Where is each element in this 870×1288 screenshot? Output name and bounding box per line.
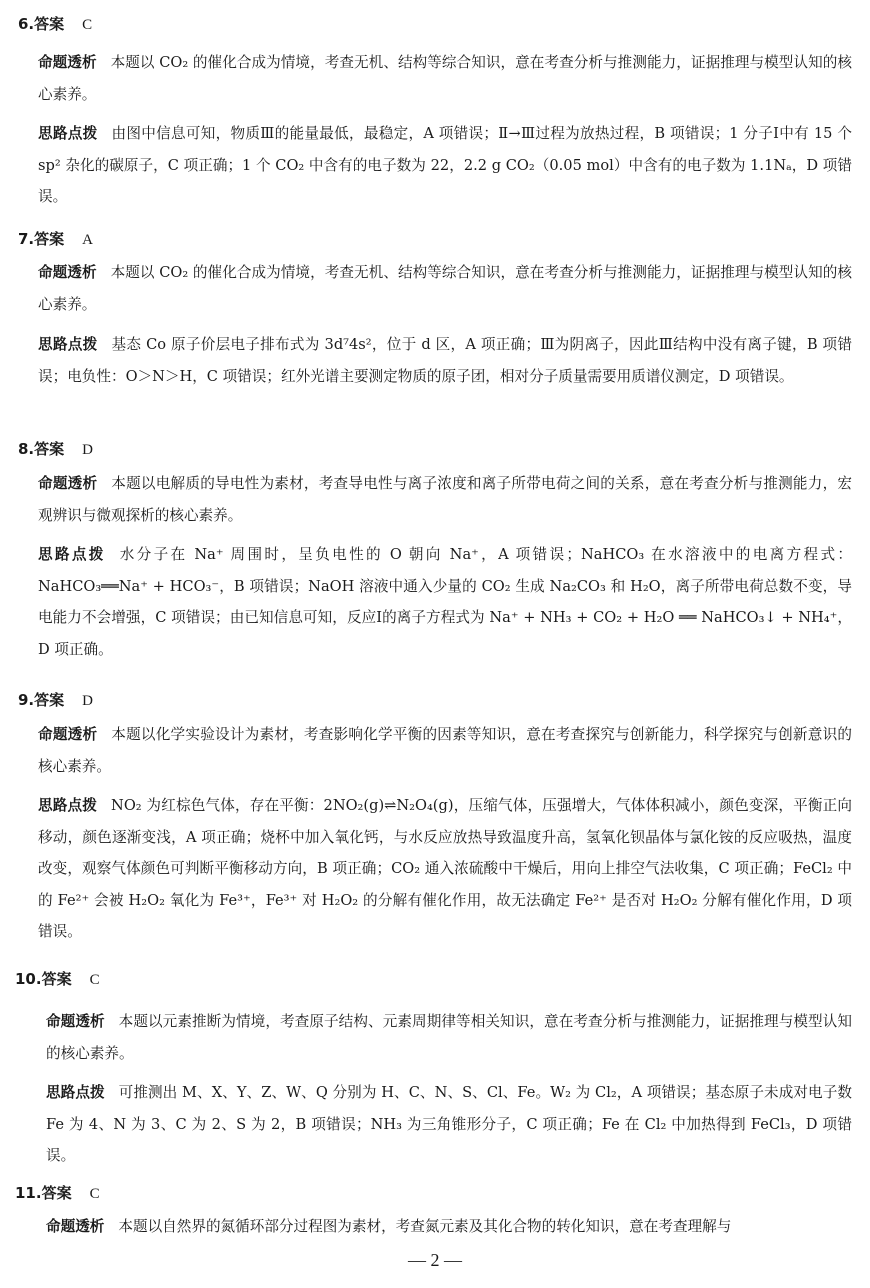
hint-paragraph	[38, 118, 852, 213]
question-number: 10.	[15, 970, 42, 988]
answer-label: 答案	[34, 440, 65, 458]
answer-label: 答案	[41, 1184, 72, 1202]
answer-letter: D	[82, 442, 93, 458]
analysis-label: 命题透析	[46, 1013, 105, 1030]
analysis-paragraph	[38, 719, 852, 782]
hint-text: 由图中信息可知，物质Ⅲ的能量最低，最稳定，A 项错误；Ⅱ→Ⅲ过程为放热过程，B 项错误；1 分子Ⅰ中有 15 个 sp² 杂化的碳原子，C 项正确；1 个 CO₂ 中含有的电子数为 22，2.2 g CO₂（0.05 mol）中含有的电子数为 1.1Nₐ，D 项错误。	[38, 125, 852, 205]
question-number: 6.	[18, 15, 35, 33]
answer-line	[18, 439, 93, 460]
answer-letter: C	[89, 1186, 100, 1202]
hint-label: 思路点拨	[46, 1084, 105, 1101]
answer-line	[18, 690, 93, 711]
analysis-text: 本题以电解质的导电性为素材，考查导电性与离子浓度和离子所带电荷之间的关系，意在考查分析与推测能力，宏观辨识与微观探析的核心素养。	[38, 475, 852, 524]
page-number: — 2 —	[408, 1250, 462, 1270]
answer-letter: C	[89, 972, 100, 988]
answer-line	[15, 1183, 100, 1204]
question-number: 9.	[18, 691, 35, 709]
question-number: 11.	[15, 1184, 42, 1202]
answer-line	[15, 969, 100, 990]
analysis-label: 命题透析	[38, 726, 98, 743]
hint-label: 思路点拨	[38, 125, 98, 142]
question-number: 8.	[18, 440, 35, 458]
hint-label: 思路点拨	[38, 797, 98, 814]
analysis-paragraph	[38, 47, 852, 110]
answer-line	[18, 14, 92, 35]
hint-text: NO₂ 为红棕色气体，存在平衡：2NO₂(g)⇌N₂O₄(g)，压缩气体，压强增大，气体体积减小，颜色变深，平衡正向移动，颜色逐渐变浅，A 项正确；烧杯中加入氧化钙，与水反应放热导致温度升高，氢氧化钡晶体与氯化铵的反应吸热，温度改变，观察气体颜色可判断平衡移动方向，B 项正确；CO₂ 通入浓硫酸中干燥后，用向上排空气法收集，C 项正确；FeCl₂ 中的 Fe²⁺ 会被 H₂O₂ 氧化为 Fe³⁺，Fe³⁺ 对 H₂O₂ 的分解有催化作用，故无法确定 Fe²⁺ 是否对 H₂O₂ 分解有催化作用，D 项错误。	[38, 797, 852, 940]
answer-label: 答案	[34, 691, 65, 709]
hint-text: 可推测出 M、X、Y、Z、W、Q 分别为 H、C、N、S、Cl、Fe。W₂ 为 Cl₂，A 项错误；基态原子未成对电子数 Fe 为 4、N 为 3、C 为 2、S 为 2，B 项错误；NH₃ 为三角锥形分子，C 项正确；Fe 在 Cl₂ 中加热得到 FeCl₃，D 项错误。	[46, 1084, 852, 1164]
answer-label: 答案	[34, 15, 65, 33]
analysis-paragraph	[38, 468, 852, 531]
question-number: 7.	[18, 230, 35, 248]
analysis-paragraph	[46, 1211, 852, 1243]
answer-label: 答案	[41, 970, 72, 988]
analysis-text: 本题以自然界的氮循环部分过程图为素材，考查氮元素及其化合物的转化知识，意在考查理解与	[118, 1218, 732, 1235]
analysis-label: 命题透析	[38, 54, 97, 71]
hint-paragraph	[38, 790, 852, 948]
hint-label: 思路点拨	[38, 336, 98, 353]
hint-paragraph	[38, 539, 852, 665]
analysis-text: 本题以元素推断为情境，考查原子结构、元素周期律等相关知识，意在考查分析与推测能力，证据推理与模型认知的核心素养。	[46, 1013, 852, 1062]
answer-letter: C	[82, 17, 93, 33]
analysis-label: 命题透析	[38, 264, 97, 281]
analysis-paragraph	[38, 257, 852, 320]
analysis-text: 本题以 CO₂ 的催化合成为情境，考查无机、结构等综合知识，意在考查分析与推测能力，证据推理与模型认知的核心素养。	[38, 54, 852, 103]
analysis-paragraph	[46, 1006, 852, 1069]
answer-label: 答案	[34, 230, 65, 248]
analysis-text: 本题以化学实验设计为素材，考查影响化学平衡的因素等知识，意在考查探究与创新能力，科学探究与创新意识的核心素养。	[38, 726, 852, 775]
analysis-text: 本题以 CO₂ 的催化合成为情境，考查无机、结构等综合知识，意在考查分析与推测能力，证据推理与模型认知的核心素养。	[38, 264, 852, 313]
hint-paragraph	[46, 1077, 852, 1172]
hint-text: 水分子在 Na⁺ 周围时，呈负电性的 O 朝向 Na⁺，A 项错误；NaHCO₃ 在水溶液中的电离方程式：NaHCO₃══Na⁺ + HCO₃⁻，B 项错误；NaOH 溶液中通入少量的 CO₂ 生成 Na₂CO₃ 和 H₂O，离子所带电荷总数不变，导电能力不会增强，C 项错误；由已知信息可知，反应Ⅰ的离子方程式为 Na⁺ + NH₃ + CO₂ + H₂O ══ NaHCO₃↓ + NH₄⁺，D 项正确。	[38, 546, 852, 658]
answer-line	[18, 229, 93, 250]
answer-letter: A	[82, 232, 93, 248]
hint-text: 基态 Co 原子价层电子排布式为 3d⁷4s²，位于 d 区，A 项正确；Ⅲ为阴离子，因此Ⅲ结构中没有离子键，B 项错误；电负性：O＞N＞H，C 项错误；红外光谱主要测定物质的原子团，相对分子质量需要用质谱仪测定，D 项错误。	[38, 336, 852, 385]
analysis-label: 命题透析	[38, 475, 98, 492]
answer-letter: D	[82, 693, 93, 709]
analysis-label: 命题透析	[46, 1218, 105, 1235]
hint-paragraph	[38, 329, 852, 392]
hint-label: 思路点拨	[38, 546, 106, 563]
